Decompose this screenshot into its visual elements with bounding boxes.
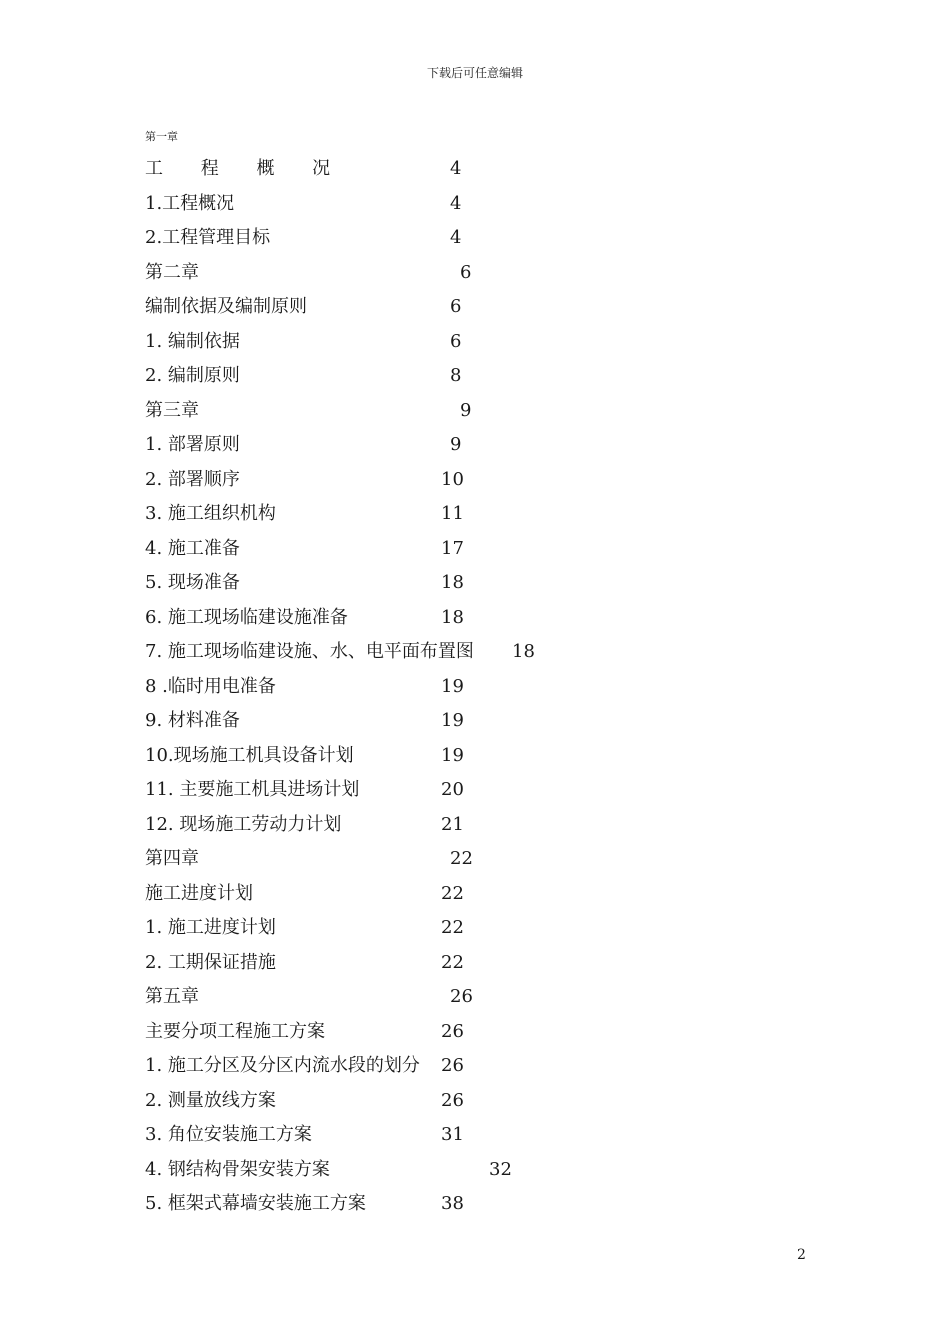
toc-entry: [145, 152, 565, 187]
toc-entry-title: 8 .临时用电准备: [145, 675, 276, 697]
toc-entry-title: 2.工程管理目标: [145, 227, 271, 248]
toc-entry: [145, 359, 565, 394]
toc-entry: [145, 394, 565, 429]
toc-entry-page: 26: [441, 1055, 464, 1076]
toc-entry: [145, 256, 565, 291]
toc-entry-page: 22: [450, 848, 473, 869]
toc-entry-page: 9: [460, 399, 472, 421]
toc-entry-page: 19: [441, 744, 464, 766]
toc-entry-page: 8: [450, 365, 462, 386]
toc-entry-title: 施工进度计划: [145, 882, 253, 904]
toc-entry-page: 10: [441, 468, 464, 490]
toc-entry-title: 编制依据及编制原则: [145, 296, 307, 317]
toc-entry-page: 9: [450, 434, 462, 455]
toc-entry-page: 18: [441, 572, 464, 593]
toc-entry-page: 22: [441, 917, 464, 938]
toc-entry-page: 6: [450, 296, 462, 317]
toc-entry-title: 4. 钢结构骨架安装方案: [145, 1158, 330, 1180]
toc-entry: [145, 635, 565, 670]
toc-entry-page: 18: [512, 641, 535, 662]
toc-entry: [145, 497, 565, 532]
toc-entry-title: 第四章: [145, 848, 199, 869]
toc-entry-title: 2. 部署顺序: [145, 468, 240, 490]
toc-entry-page: 19: [441, 710, 464, 731]
toc-entry-page: 26: [441, 1089, 464, 1111]
toc-entry-title: 1. 编制依据: [145, 330, 240, 352]
toc-entry: [145, 877, 565, 912]
toc-entry-page: 6: [450, 330, 462, 352]
toc-entry-page: 31: [441, 1124, 464, 1145]
toc-entry-title: 主要分项工程施工方案: [145, 1020, 325, 1042]
toc-entry: [145, 325, 565, 360]
toc-entry-title: 7. 施工现场临建设施、水、电平面布置图: [145, 641, 474, 662]
toc-entry-page: 19: [441, 675, 464, 697]
toc-entry: [145, 842, 565, 877]
toc-entry: [145, 739, 565, 774]
toc-entry-page: 38: [441, 1193, 464, 1214]
toc-entry-page: 17: [441, 537, 464, 559]
toc-entry-page: 4: [450, 192, 462, 214]
toc-entry-title: 11. 主要施工机具进场计划: [145, 779, 360, 800]
toc-entry-page: 18: [441, 606, 464, 628]
toc-entry: [145, 1118, 565, 1153]
toc-entry: [145, 187, 565, 222]
toc-entry: [145, 773, 565, 808]
chapter-one-heading: 第一章: [145, 130, 178, 143]
toc-entry: [145, 808, 565, 843]
toc-entry-page: 11: [441, 503, 464, 524]
page-header: 下载后可任意编辑: [426, 66, 523, 80]
toc-entry-title: 1. 部署原则: [145, 434, 240, 455]
toc-entry-page: 26: [441, 1020, 464, 1042]
toc-entry: [145, 221, 565, 256]
toc-entry: [145, 1187, 565, 1222]
toc-entry-page: 26: [450, 986, 473, 1007]
toc-entry-page: 22: [441, 951, 464, 973]
toc-entry-title: 4. 施工准备: [145, 537, 240, 559]
toc-entry-title: 5. 现场准备: [145, 572, 240, 593]
toc-entry: [145, 911, 565, 946]
toc-entry-title: 3. 角位安装施工方案: [145, 1124, 312, 1145]
toc-entry-page: 22: [441, 882, 464, 904]
toc-entry-page: 4: [450, 158, 462, 179]
toc-entry: [145, 670, 565, 705]
toc-entry-page: 21: [441, 813, 464, 835]
toc-entry-title: 10.现场施工机具设备计划: [145, 744, 354, 766]
toc-entry-title: 2. 工期保证措施: [145, 951, 276, 973]
toc-entry-page: 4: [450, 227, 462, 248]
toc-entry-page: 32: [489, 1158, 512, 1180]
toc-entry: [145, 1049, 565, 1084]
toc-entry: [145, 566, 565, 601]
toc-entry-title: 第三章: [145, 399, 199, 421]
toc-entry-page: 20: [441, 779, 464, 800]
toc-entry: [145, 1153, 565, 1188]
toc-entry: [145, 428, 565, 463]
table-of-contents: [145, 152, 565, 1222]
toc-entry-page: 6: [460, 261, 472, 283]
toc-entry-title: 3. 施工组织机构: [145, 503, 276, 524]
toc-entry-title: 6. 施工现场临建设施准备: [145, 606, 348, 628]
toc-entry-title: 2. 测量放线方案: [145, 1089, 276, 1111]
toc-entry: [145, 946, 565, 981]
toc-entry-title: 第五章: [145, 986, 199, 1007]
toc-entry-title: 5. 框架式幕墙安装施工方案: [145, 1193, 366, 1214]
toc-entry: [145, 601, 565, 636]
toc-entry-title: 第二章: [145, 261, 199, 283]
toc-entry-title: 1. 施工分区及分区内流水段的划分: [145, 1055, 420, 1076]
toc-entry: [145, 532, 565, 567]
toc-entry-title: 工 程 概 况: [145, 158, 347, 179]
toc-entry: [145, 463, 565, 498]
toc-entry: [145, 980, 565, 1015]
toc-entry-title: 2. 编制原则: [145, 365, 240, 386]
toc-entry-title: 12. 现场施工劳动力计划: [145, 813, 342, 835]
toc-entry: [145, 1084, 565, 1119]
toc-entry: [145, 290, 565, 325]
toc-entry-title: 1. 施工进度计划: [145, 917, 276, 938]
toc-entry: [145, 704, 565, 739]
page-number: 2: [797, 1247, 806, 1263]
toc-entry-title: 9. 材料准备: [145, 710, 240, 731]
toc-entry-title: 1.工程概况: [145, 192, 235, 214]
toc-entry: [145, 1015, 565, 1050]
